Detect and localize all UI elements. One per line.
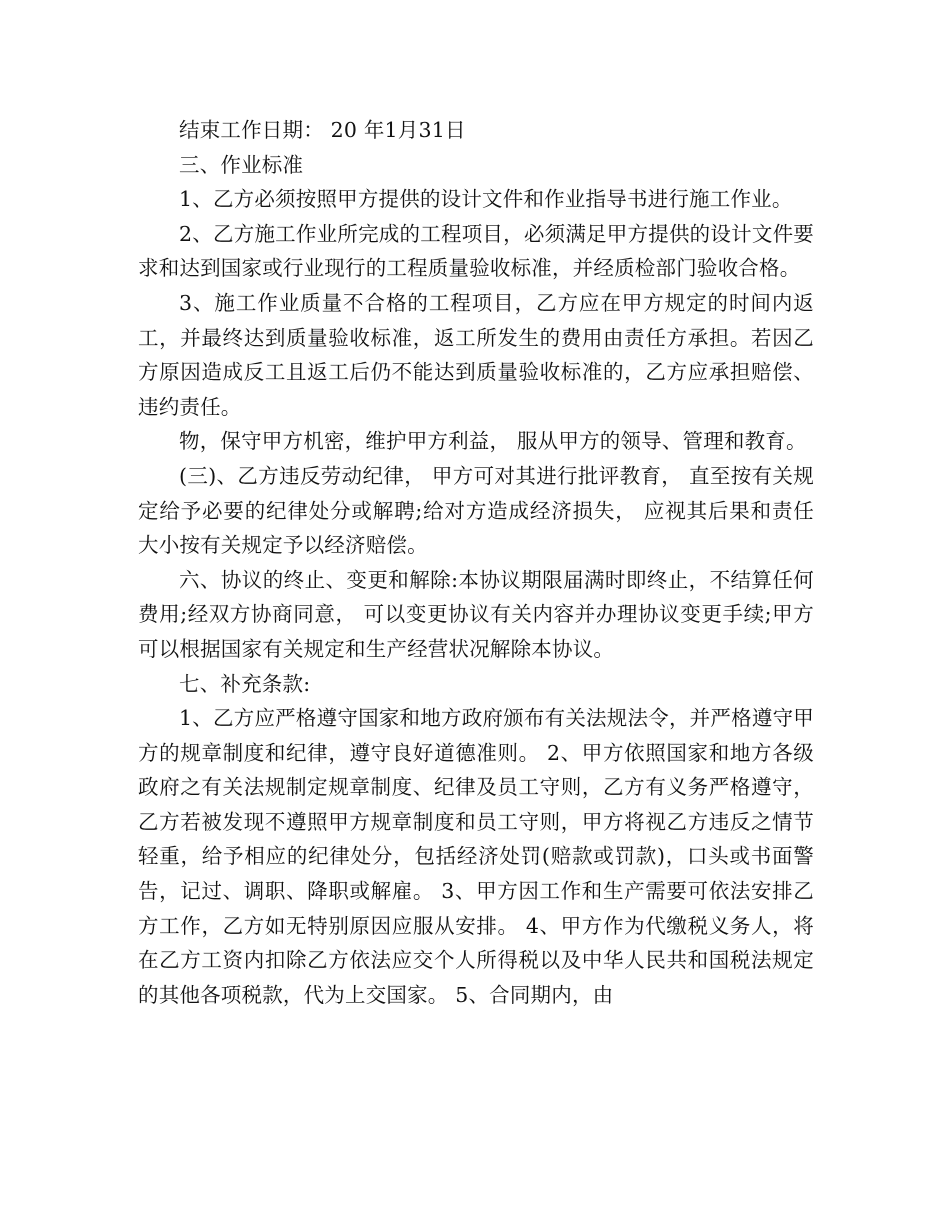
paragraph-termination: 六、协议的终止、变更和解除:本协议期限届满时即终止，不结算任何费用;经双方协商同意， 可以变更协议有关内容并办理协议变更手续;甲方可以根据国家有关规定和生产经营状况解除本协议。	[138, 567, 814, 661]
paragraph-confidentiality: 物，保守甲方机密，维护甲方利益， 服从甲方的领导、管理和教育。	[179, 429, 807, 454]
paragraph-standard-3: 3、施工作业质量不合格的工程项目，乙方应在甲方规定的时间内返工，并最终达到质量验收标准，返工所发生的费用由责任方承担。若因乙方原因造成反工且返工后仍不能达到质量验收标准的，乙方应承担赔偿、违约责任。	[138, 290, 814, 419]
paragraph-standard-1: 1、乙方必须按照甲方提供的设计文件和作业指导书进行施工作业。	[179, 187, 793, 212]
end-date-line: 结束工作日期： 20 年1月31日	[179, 118, 466, 142]
paragraph-discipline: (三)、乙方违反劳动纪律， 甲方可对其进行批评教育， 直至按有关规定给予必要的纪律处分或解聘;给对方造成经济损失， 应视其后果和责任大小按有关规定予以经济赔偿。	[138, 463, 814, 558]
document-body	[138, 113, 814, 1012]
paragraph-standard-2: 2、乙方施工作业所完成的工程项目，必须满足甲方提供的设计文件要求和达到国家或行业现行的工程质量验收标准，并经质检部门验收合格。	[138, 221, 814, 281]
section-heading-work-standards: 三、作业标准	[179, 152, 304, 177]
paragraph-supplementary-terms: 1、乙方应严格遵守国家和地方政府颁布有关法规法令，并严格遵守甲方的规章制度和纪律，遵守良好道德准则。 2、甲方依照国家和地方各级政府之有关法规制定规章制度、纪律及员工守则，乙方有义务严格遵守，乙方若被发现不遵照甲方规章制度和员工守则，甲方将视乙方违反之情节轻重，给予相应的纪律处分，包括经济处罚(赔款或罚款)，口头或书面警告，记过、调职、降职或解雇。 3、甲方因工作和生产需要可依法安排乙方工作，乙方如无特别原因应服从安排。 4、甲方作为代缴税义务人，将在乙方工资内扣除乙方依法应交个人所得税以及中华人民共和国税法规定的其他各项税款，代为上交国家。 5、合同期内，由	[138, 706, 814, 1007]
section-heading-supplementary: 七、补充条款:	[179, 671, 311, 696]
